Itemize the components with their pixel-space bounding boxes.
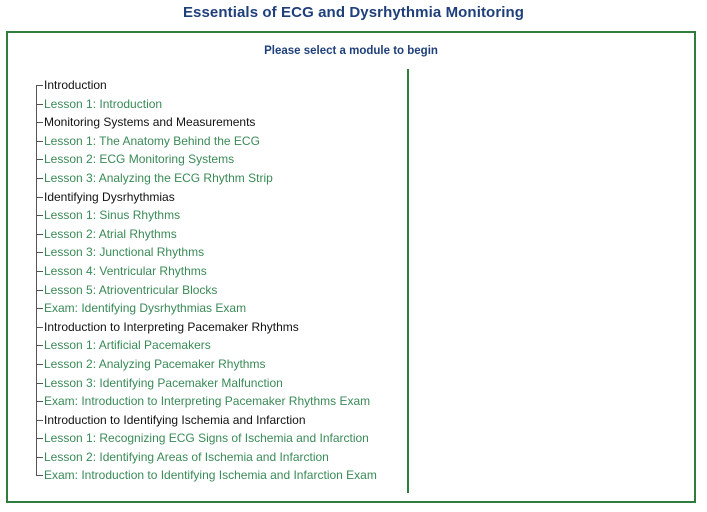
lesson-link[interactable]: Lesson 1: Recognizing ECG Signs of Ischemia and Infarction (36, 429, 377, 448)
module-heading: Identifying Dysrhythmias (36, 188, 377, 207)
lesson-link[interactable]: Lesson 1: Introduction (36, 95, 377, 114)
lesson-link[interactable]: Lesson 2: ECG Monitoring Systems (36, 150, 377, 169)
module-heading: Introduction (36, 76, 377, 95)
lesson-link[interactable]: Exam: Introduction to Interpreting Pacemaker Rhythms Exam (36, 392, 377, 411)
lesson-link[interactable]: Exam: Introduction to Identifying Ischemia and Infarction Exam (36, 466, 377, 485)
lesson-link[interactable]: Lesson 1: Sinus Rhythms (36, 206, 377, 225)
page-title: Essentials of ECG and Dysrhythmia Monitoring (182, 4, 525, 21)
panel-subtitle: Please select a module to begin (264, 45, 438, 57)
content-pane (411, 69, 691, 493)
lesson-link[interactable]: Lesson 1: The Anatomy Behind the ECG (36, 132, 377, 151)
lesson-link[interactable]: Lesson 2: Atrial Rhythms (36, 225, 377, 244)
lesson-link[interactable]: Lesson 4: Ventricular Rhythms (36, 262, 377, 281)
module-tree (36, 76, 377, 485)
lesson-link[interactable]: Lesson 3: Identifying Pacemaker Malfunction (36, 374, 377, 393)
lesson-link[interactable]: Lesson 5: Atrioventricular Blocks (36, 281, 377, 300)
lesson-link[interactable]: Exam: Identifying Dysrhythmias Exam (36, 299, 377, 318)
panel-divider (407, 69, 409, 493)
module-heading: Introduction to Identifying Ischemia and Infarction (36, 411, 377, 430)
lesson-link[interactable]: Lesson 3: Junctional Rhythms (36, 243, 377, 262)
module-heading: Introduction to Interpreting Pacemaker Rhythms (36, 318, 377, 337)
module-panel (6, 31, 696, 503)
lesson-link[interactable]: Lesson 2: Analyzing Pacemaker Rhythms (36, 355, 377, 374)
lesson-link[interactable]: Lesson 2: Identifying Areas of Ischemia and Infarction (36, 448, 377, 467)
module-heading: Monitoring Systems and Measurements (36, 113, 377, 132)
lesson-link[interactable]: Lesson 3: Analyzing the ECG Rhythm Strip (36, 169, 377, 188)
lesson-link[interactable]: Lesson 1: Artificial Pacemakers (36, 336, 377, 355)
